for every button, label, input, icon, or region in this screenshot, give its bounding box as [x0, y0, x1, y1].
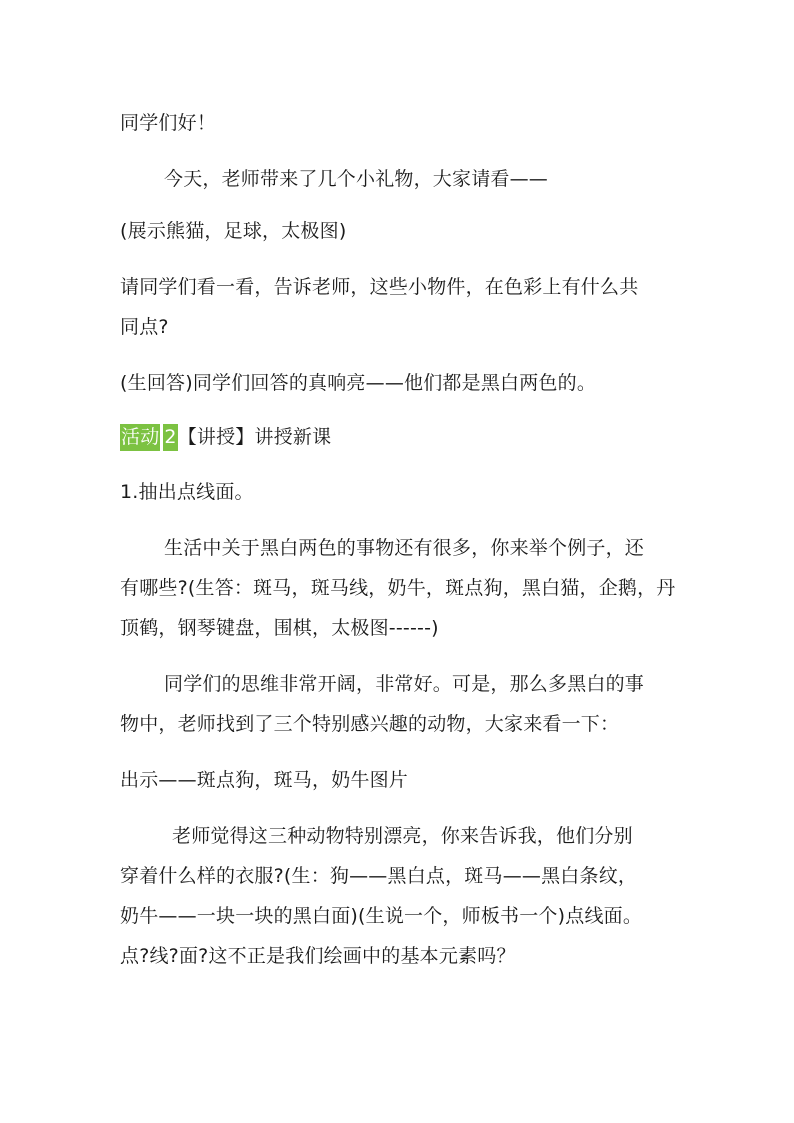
intro-line: 今天，老师带来了几个小礼物，大家请看—— — [164, 168, 549, 190]
greeting-line: 同学们好！ — [120, 112, 217, 134]
answer-line: (生回答)同学们回答的真响亮——他们都是黑白两色的。 — [120, 372, 597, 394]
praise-line-2: 物中，老师找到了三个特别感兴趣的动物，大家来看一下： — [120, 713, 620, 735]
animals-line-1: 老师觉得这三种动物特别漂亮，你来告诉我，他们分别 — [172, 825, 633, 847]
examples-line-1: 生活中关于黑白两色的事物还有很多，你来举个例子，还 — [164, 537, 645, 559]
animals-line-4: 点?线?面?这不正是我们绘画中的基本元素吗？ — [120, 945, 516, 967]
question-line-1: 请同学们看一看，告诉老师，这些小物件，在色彩上有什么共 — [120, 276, 639, 298]
examples-line-3: 顶鹤，钢琴键盘，围棋，太极图------) — [120, 617, 439, 639]
animals-line-3: 奶牛——一块一块的黑白面)(生说一个，师板书一个)点线面。 — [120, 905, 643, 927]
section-heading-1: 1.抽出点线面。 — [120, 481, 254, 503]
question-line-2: 同点? — [120, 316, 169, 338]
activity-title: 【讲授】讲授新课 — [177, 426, 332, 448]
show-items-line: (展示熊猫，足球，太极图) — [120, 220, 347, 242]
show-pictures-line: 出示——斑点狗，斑马，奶牛图片 — [120, 769, 409, 791]
praise-line-1: 同学们的思维非常开阔，非常好。可是，那么多黑白的事 — [164, 673, 645, 695]
animals-line-2: 穿着什么样的衣服?(生：狗——黑白点，斑马——黑白条纹， — [120, 865, 638, 887]
examples-line-2: 有哪些?(生答：斑马，斑马线，奶牛，斑点狗，黑白猫，企鹅，丹 — [120, 577, 676, 599]
activity-number: 2 — [163, 424, 177, 451]
activity-heading — [120, 425, 331, 449]
activity-label: 活动 — [120, 424, 160, 451]
